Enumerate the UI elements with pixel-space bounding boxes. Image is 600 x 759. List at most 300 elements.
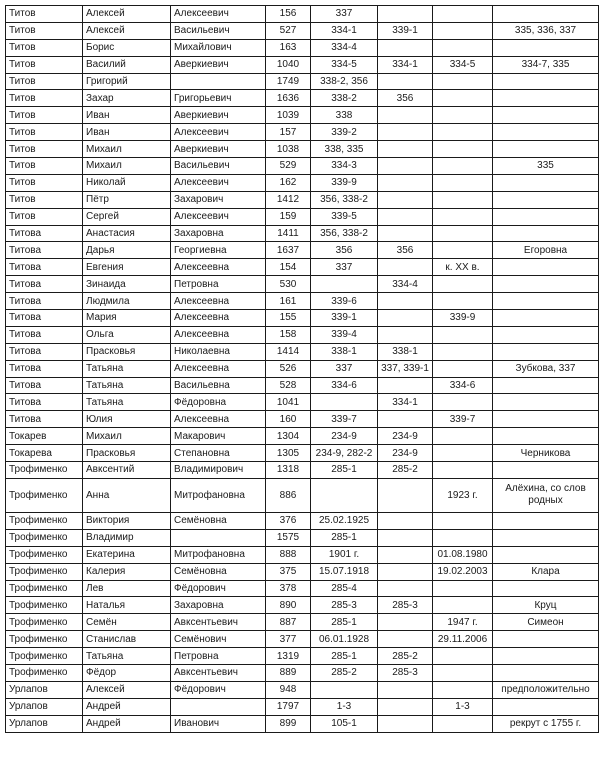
reference-2-cell — [378, 563, 433, 580]
reference-3-cell — [433, 664, 493, 681]
table-row — [6, 478, 599, 512]
surname-cell: Титов — [6, 158, 83, 175]
reference-3-cell — [433, 326, 493, 343]
surname-cell: Титов — [6, 90, 83, 107]
reference-3-cell — [433, 141, 493, 158]
surname-cell: Урлапов — [6, 715, 83, 732]
reference-2-cell: 339-1 — [378, 22, 433, 39]
reference-2-cell: 285-2 — [378, 462, 433, 479]
patronymic-cell: Степановна — [171, 445, 266, 462]
note-cell — [493, 343, 599, 360]
record-number-cell: 377 — [266, 631, 311, 648]
table-row — [6, 56, 599, 73]
surname-cell: Урлапов — [6, 681, 83, 698]
reference-2-cell — [378, 377, 433, 394]
note-cell — [493, 90, 599, 107]
patronymic-cell: Васильевич — [171, 22, 266, 39]
surname-cell: Трофименко — [6, 512, 83, 529]
patronymic-cell: Васильевич — [171, 158, 266, 175]
reference-1-cell — [311, 276, 378, 293]
reference-2-cell — [378, 293, 433, 310]
reference-1-cell: 285-3 — [311, 597, 378, 614]
record-number-cell: 1412 — [266, 191, 311, 208]
reference-2-cell — [378, 208, 433, 225]
patronymic-cell: Алексеевна — [171, 293, 266, 310]
note-cell — [493, 648, 599, 665]
reference-1-cell: 339-2 — [311, 124, 378, 141]
record-number-cell: 1749 — [266, 73, 311, 90]
note-cell: 334-7, 335 — [493, 56, 599, 73]
table-row — [6, 22, 599, 39]
surname-cell: Титова — [6, 343, 83, 360]
reference-3-cell — [433, 360, 493, 377]
patronymic-cell: Алексеевич — [171, 208, 266, 225]
record-number-cell: 162 — [266, 174, 311, 191]
table-row — [6, 360, 599, 377]
reference-3-cell — [433, 293, 493, 310]
reference-1-cell: 285-2 — [311, 664, 378, 681]
surname-cell: Трофименко — [6, 580, 83, 597]
reference-1-cell: 25.02.1925 — [311, 512, 378, 529]
table-row — [6, 124, 599, 141]
table-row — [6, 174, 599, 191]
reference-3-cell — [433, 22, 493, 39]
record-number-cell: 948 — [266, 681, 311, 698]
note-cell — [493, 394, 599, 411]
reference-2-cell — [378, 326, 433, 343]
table-row — [6, 310, 599, 327]
surname-cell: Титов — [6, 6, 83, 23]
reference-1-cell — [311, 478, 378, 512]
patronymic-cell: Петровна — [171, 648, 266, 665]
reference-2-cell — [378, 158, 433, 175]
reference-1-cell: 1901 г. — [311, 546, 378, 563]
patronymic-cell: Митрофановна — [171, 478, 266, 512]
reference-2-cell: 334-1 — [378, 56, 433, 73]
first-name-cell: Пётр — [83, 191, 171, 208]
patronymic-cell: Алексеевна — [171, 326, 266, 343]
surname-cell: Титова — [6, 326, 83, 343]
reference-2-cell — [378, 310, 433, 327]
first-name-cell: Наталья — [83, 597, 171, 614]
reference-2-cell: 285-3 — [378, 664, 433, 681]
first-name-cell: Мария — [83, 310, 171, 327]
note-cell — [493, 377, 599, 394]
table-row — [6, 614, 599, 631]
reference-3-cell — [433, 107, 493, 124]
table-row — [6, 377, 599, 394]
first-name-cell: Авксентий — [83, 462, 171, 479]
note-cell — [493, 73, 599, 90]
note-cell: 335, 336, 337 — [493, 22, 599, 39]
surname-cell: Трофименко — [6, 462, 83, 479]
note-cell: Симеон — [493, 614, 599, 631]
first-name-cell: Алексей — [83, 681, 171, 698]
first-name-cell: Юлия — [83, 411, 171, 428]
table-row — [6, 411, 599, 428]
table-row — [6, 191, 599, 208]
surname-cell: Титов — [6, 56, 83, 73]
reference-1-cell: 105-1 — [311, 715, 378, 732]
patronymic-cell: Владимирович — [171, 462, 266, 479]
table-row — [6, 259, 599, 276]
record-number-cell: 526 — [266, 360, 311, 377]
reference-1-cell: 356 — [311, 242, 378, 259]
first-name-cell: Лев — [83, 580, 171, 597]
patronymic-cell: Васильевна — [171, 377, 266, 394]
note-cell: Черникова — [493, 445, 599, 462]
reference-2-cell — [378, 614, 433, 631]
patronymic-cell: Алексеевич — [171, 174, 266, 191]
surname-cell: Титов — [6, 73, 83, 90]
table-row — [6, 428, 599, 445]
note-cell — [493, 39, 599, 56]
reference-3-cell: 334-6 — [433, 377, 493, 394]
table-row — [6, 580, 599, 597]
surname-cell: Титов — [6, 174, 83, 191]
first-name-cell: Андрей — [83, 698, 171, 715]
reference-2-cell: 285-3 — [378, 597, 433, 614]
surname-cell: Титов — [6, 208, 83, 225]
patronymic-cell — [171, 529, 266, 546]
reference-2-cell — [378, 546, 433, 563]
surname-cell: Титова — [6, 225, 83, 242]
patronymic-cell: Алексеевич — [171, 6, 266, 23]
note-cell — [493, 293, 599, 310]
record-number-cell: 1636 — [266, 90, 311, 107]
reference-3-cell — [433, 648, 493, 665]
record-number-cell: 888 — [266, 546, 311, 563]
reference-1-cell: 339-7 — [311, 411, 378, 428]
surname-cell: Титов — [6, 191, 83, 208]
record-number-cell: 528 — [266, 377, 311, 394]
reference-1-cell: 334-6 — [311, 377, 378, 394]
reference-3-cell — [433, 174, 493, 191]
patronymic-cell: Алексеевна — [171, 310, 266, 327]
patronymic-cell — [171, 73, 266, 90]
record-number-cell: 1304 — [266, 428, 311, 445]
reference-1-cell: 285-1 — [311, 614, 378, 631]
reference-1-cell: 338-2 — [311, 90, 378, 107]
patronymic-cell: Семёновна — [171, 512, 266, 529]
record-number-cell: 1041 — [266, 394, 311, 411]
note-cell — [493, 326, 599, 343]
first-name-cell: Дарья — [83, 242, 171, 259]
patronymic-cell: Захаровна — [171, 225, 266, 242]
reference-1-cell: 1-3 — [311, 698, 378, 715]
surname-cell: Токарева — [6, 445, 83, 462]
note-cell — [493, 580, 599, 597]
first-name-cell: Татьяна — [83, 648, 171, 665]
table-row — [6, 546, 599, 563]
record-number-cell: 158 — [266, 326, 311, 343]
record-number-cell: 163 — [266, 39, 311, 56]
reference-2-cell — [378, 698, 433, 715]
reference-3-cell — [433, 124, 493, 141]
note-cell: Круц — [493, 597, 599, 614]
reference-3-cell — [433, 428, 493, 445]
reference-2-cell — [378, 681, 433, 698]
surname-cell: Титова — [6, 411, 83, 428]
note-cell: предположительно — [493, 681, 599, 698]
first-name-cell: Михаил — [83, 158, 171, 175]
surname-cell: Трофименко — [6, 529, 83, 546]
record-number-cell: 886 — [266, 478, 311, 512]
first-name-cell: Анна — [83, 478, 171, 512]
surname-cell: Урлапов — [6, 698, 83, 715]
table-row — [6, 664, 599, 681]
first-name-cell: Алексей — [83, 22, 171, 39]
patronymic-cell: Аверкиевич — [171, 56, 266, 73]
note-cell — [493, 124, 599, 141]
reference-3-cell: 01.08.1980 — [433, 546, 493, 563]
patronymic-cell: Семёнович — [171, 631, 266, 648]
reference-3-cell — [433, 715, 493, 732]
reference-1-cell: 234-9 — [311, 428, 378, 445]
note-cell: рекрут с 1755 г. — [493, 715, 599, 732]
note-cell — [493, 141, 599, 158]
reference-2-cell: 234-9 — [378, 445, 433, 462]
reference-2-cell — [378, 411, 433, 428]
table-row — [6, 445, 599, 462]
reference-2-cell — [378, 107, 433, 124]
surname-cell: Трофименко — [6, 631, 83, 648]
reference-3-cell — [433, 445, 493, 462]
patronymic-cell: Иванович — [171, 715, 266, 732]
reference-1-cell: 339-9 — [311, 174, 378, 191]
patronymic-cell: Аверкиевич — [171, 107, 266, 124]
reference-3-cell — [433, 597, 493, 614]
reference-1-cell: 356, 338-2 — [311, 191, 378, 208]
table-row — [6, 631, 599, 648]
first-name-cell: Семён — [83, 614, 171, 631]
surname-cell: Токарев — [6, 428, 83, 445]
reference-2-cell — [378, 715, 433, 732]
patronymic-cell: Фёдорович — [171, 681, 266, 698]
reference-3-cell: 339-7 — [433, 411, 493, 428]
patronymic-cell — [171, 698, 266, 715]
record-number-cell: 376 — [266, 512, 311, 529]
surname-cell: Трофименко — [6, 664, 83, 681]
first-name-cell: Калерия — [83, 563, 171, 580]
surname-cell: Титова — [6, 242, 83, 259]
patronymic-cell: Митрофановна — [171, 546, 266, 563]
first-name-cell: Евгения — [83, 259, 171, 276]
first-name-cell: Станислав — [83, 631, 171, 648]
surname-cell: Трофименко — [6, 614, 83, 631]
reference-2-cell — [378, 141, 433, 158]
record-number-cell: 889 — [266, 664, 311, 681]
note-cell — [493, 191, 599, 208]
reference-3-cell — [433, 529, 493, 546]
reference-1-cell: 337 — [311, 6, 378, 23]
note-cell: Клара — [493, 563, 599, 580]
record-number-cell: 1039 — [266, 107, 311, 124]
first-name-cell: Николай — [83, 174, 171, 191]
record-number-cell: 1797 — [266, 698, 311, 715]
reference-1-cell: 339-6 — [311, 293, 378, 310]
reference-3-cell — [433, 276, 493, 293]
table-row — [6, 6, 599, 23]
reference-2-cell — [378, 39, 433, 56]
reference-1-cell: 338-1 — [311, 343, 378, 360]
reference-3-cell — [433, 73, 493, 90]
surname-cell: Трофименко — [6, 546, 83, 563]
record-number-cell: 156 — [266, 6, 311, 23]
first-name-cell: Михаил — [83, 428, 171, 445]
reference-1-cell: 356, 338-2 — [311, 225, 378, 242]
table-row — [6, 242, 599, 259]
reference-3-cell — [433, 6, 493, 23]
note-cell — [493, 411, 599, 428]
surname-cell: Титов — [6, 124, 83, 141]
reference-1-cell: 334-5 — [311, 56, 378, 73]
reference-1-cell: 234-9, 282-2 — [311, 445, 378, 462]
table-row — [6, 107, 599, 124]
reference-3-cell — [433, 191, 493, 208]
patronymic-cell: Авксентьевич — [171, 664, 266, 681]
reference-2-cell — [378, 580, 433, 597]
reference-3-cell — [433, 681, 493, 698]
reference-1-cell: 338-2, 356 — [311, 73, 378, 90]
reference-2-cell: 334-1 — [378, 394, 433, 411]
surname-cell: Титов — [6, 107, 83, 124]
first-name-cell: Татьяна — [83, 394, 171, 411]
reference-1-cell — [311, 394, 378, 411]
reference-2-cell: 338-1 — [378, 343, 433, 360]
reference-1-cell: 334-3 — [311, 158, 378, 175]
reference-1-cell: 337 — [311, 259, 378, 276]
patronymic-cell: Захаровна — [171, 597, 266, 614]
table-row — [6, 90, 599, 107]
patronymic-cell: Николаевна — [171, 343, 266, 360]
record-number-cell: 899 — [266, 715, 311, 732]
note-cell: Алёхина, со слов родных — [493, 478, 599, 512]
first-name-cell: Анастасия — [83, 225, 171, 242]
reference-3-cell: 339-9 — [433, 310, 493, 327]
record-number-cell: 530 — [266, 276, 311, 293]
reference-3-cell — [433, 462, 493, 479]
note-cell — [493, 6, 599, 23]
first-name-cell: Иван — [83, 124, 171, 141]
reference-1-cell: 15.07.1918 — [311, 563, 378, 580]
reference-3-cell: 1923 г. — [433, 478, 493, 512]
surname-cell: Титова — [6, 377, 83, 394]
table-row — [6, 529, 599, 546]
surname-cell: Трофименко — [6, 478, 83, 512]
record-number-cell: 375 — [266, 563, 311, 580]
surname-cell: Трофименко — [6, 648, 83, 665]
first-name-cell: Михаил — [83, 141, 171, 158]
reference-2-cell: 356 — [378, 90, 433, 107]
table-row — [6, 225, 599, 242]
reference-2-cell: 337, 339-1 — [378, 360, 433, 377]
reference-1-cell: 334-4 — [311, 39, 378, 56]
surname-cell: Титова — [6, 259, 83, 276]
surname-cell: Титова — [6, 276, 83, 293]
patronymic-cell: Аверкиевич — [171, 141, 266, 158]
first-name-cell: Борис — [83, 39, 171, 56]
note-cell — [493, 546, 599, 563]
first-name-cell: Захар — [83, 90, 171, 107]
table-row — [6, 715, 599, 732]
table-row — [6, 698, 599, 715]
reference-1-cell — [311, 681, 378, 698]
reference-2-cell — [378, 478, 433, 512]
reference-1-cell: 334-1 — [311, 22, 378, 39]
table-row — [6, 681, 599, 698]
reference-2-cell — [378, 174, 433, 191]
table-body — [6, 6, 599, 733]
reference-1-cell: 285-1 — [311, 529, 378, 546]
record-number-cell: 154 — [266, 259, 311, 276]
patronymic-cell: Георгиевна — [171, 242, 266, 259]
record-number-cell: 1038 — [266, 141, 311, 158]
record-number-cell: 378 — [266, 580, 311, 597]
patronymic-cell: Алексеевна — [171, 411, 266, 428]
record-number-cell: 1040 — [266, 56, 311, 73]
reference-1-cell: 285-1 — [311, 462, 378, 479]
record-number-cell: 1637 — [266, 242, 311, 259]
surname-cell: Титова — [6, 360, 83, 377]
reference-2-cell — [378, 259, 433, 276]
first-name-cell: Владимир — [83, 529, 171, 546]
reference-3-cell: 19.02.2003 — [433, 563, 493, 580]
record-number-cell: 1575 — [266, 529, 311, 546]
patronymic-cell: Михайлович — [171, 39, 266, 56]
record-number-cell: 1318 — [266, 462, 311, 479]
note-cell — [493, 462, 599, 479]
note-cell: 335 — [493, 158, 599, 175]
record-number-cell: 1414 — [266, 343, 311, 360]
record-number-cell: 890 — [266, 597, 311, 614]
reference-1-cell: 06.01.1928 — [311, 631, 378, 648]
table-row — [6, 462, 599, 479]
first-name-cell: Виктория — [83, 512, 171, 529]
table-row — [6, 141, 599, 158]
patronymic-cell: Фёдорович — [171, 580, 266, 597]
first-name-cell: Григорий — [83, 73, 171, 90]
table-row — [6, 394, 599, 411]
reference-3-cell: 1-3 — [433, 698, 493, 715]
table-row — [6, 208, 599, 225]
note-cell — [493, 428, 599, 445]
patronymic-cell: Авксентьевич — [171, 614, 266, 631]
note-cell — [493, 107, 599, 124]
record-number-cell: 529 — [266, 158, 311, 175]
table-row — [6, 326, 599, 343]
first-name-cell: Людмила — [83, 293, 171, 310]
reference-3-cell — [433, 394, 493, 411]
note-cell — [493, 664, 599, 681]
first-name-cell: Зинаида — [83, 276, 171, 293]
table-row — [6, 39, 599, 56]
note-cell — [493, 310, 599, 327]
reference-2-cell — [378, 631, 433, 648]
first-name-cell: Алексей — [83, 6, 171, 23]
note-cell: Егоровна — [493, 242, 599, 259]
note-cell — [493, 259, 599, 276]
surname-cell: Титов — [6, 141, 83, 158]
reference-3-cell — [433, 90, 493, 107]
surname-cell: Титов — [6, 22, 83, 39]
reference-3-cell — [433, 343, 493, 360]
record-number-cell: 1319 — [266, 648, 311, 665]
reference-2-cell: 356 — [378, 242, 433, 259]
surname-cell: Титова — [6, 293, 83, 310]
surname-cell: Титова — [6, 394, 83, 411]
note-cell — [493, 208, 599, 225]
